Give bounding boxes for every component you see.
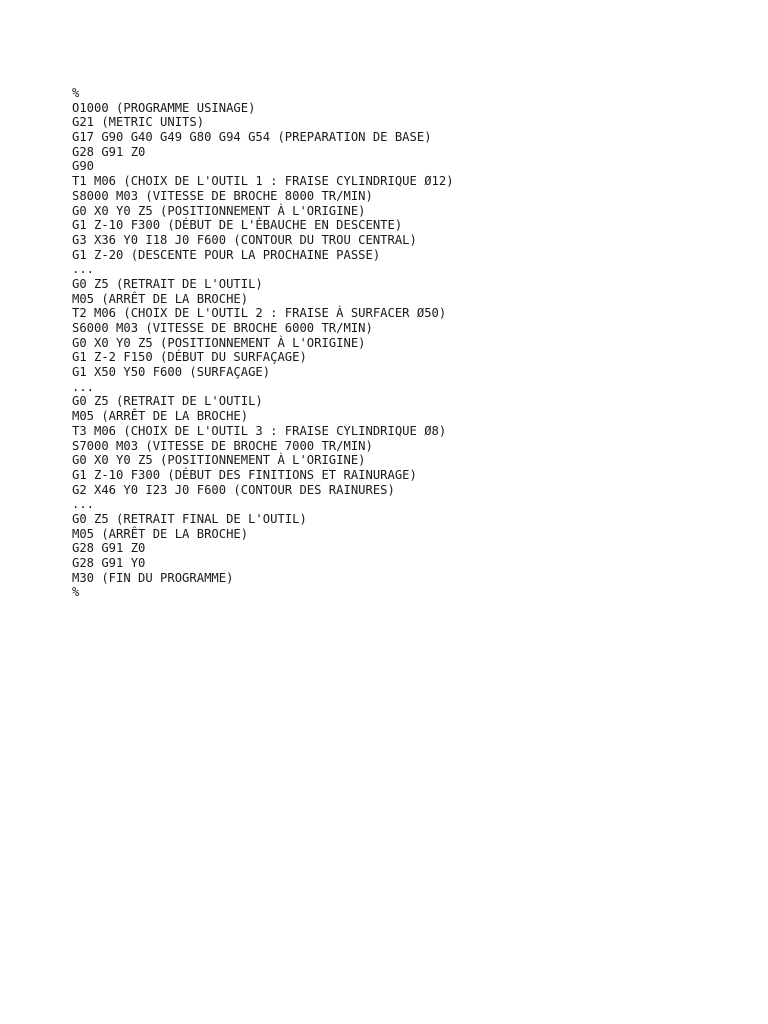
gcode-line-spindle-speed-3: S7000 M03 (VITESSE DE BROCHE 7000 TR/MIN) xyxy=(72,438,373,453)
gcode-line-origin-position-1: G0 X0 Y0 Z5 (POSITIONNEMENT À L'ORIGINE) xyxy=(72,203,366,218)
gcode-line-spindle-speed-1: S8000 M03 (VITESSE DE BROCHE 8000 TR/MIN) xyxy=(72,188,373,203)
gcode-line-ellipsis-3: ... xyxy=(72,497,95,512)
gcode-line-tool-retract-1: G0 Z5 (RETRAIT DE L'OUTIL) xyxy=(72,276,263,291)
gcode-line-facing-start: G1 Z-2 F150 (DÉBUT DU SURFAÇAGE) xyxy=(72,350,307,365)
gcode-line-tool-2-change: T2 M06 (CHOIX DE L'OUTIL 2 : FRAISE À SURFACER Ø50) xyxy=(72,306,447,321)
gcode-line-tool-retract-2: G0 Z5 (RETRAIT DE L'OUTIL) xyxy=(72,394,263,409)
gcode-line-ellipsis-2: ... xyxy=(72,379,95,394)
gcode-line-next-pass-descent: G1 Z-20 (DESCENTE POUR LA PROCHAINE PASSE) xyxy=(72,247,381,262)
gcode-line-facing-move: G1 X50 Y50 F600 (SURFAÇAGE) xyxy=(72,365,271,380)
gcode-line-home-z-final: G28 G91 Z0 xyxy=(72,541,146,556)
gcode-line-final-tool-retract: G0 Z5 (RETRAIT FINAL DE L'OUTIL) xyxy=(72,511,307,526)
gcode-line-absolute-mode: G90 xyxy=(72,159,95,174)
gcode-line-home-y-final: G28 G91 Y0 xyxy=(72,556,146,570)
gcode-line-spindle-stop-1: M05 (ARRÊT DE LA BROCHE) xyxy=(72,291,249,306)
gcode-line-program-number: O1000 (PROGRAMME USINAGE) xyxy=(72,100,256,115)
gcode-line-spindle-stop-2: M05 (ARRÊT DE LA BROCHE) xyxy=(72,409,249,424)
gcode-line-program-end: M30 (FIN DU PROGRAMME) xyxy=(72,570,234,585)
gcode-line-tool-1-change: T1 M06 (CHOIX DE L'OUTIL 1 : FRAISE CYLINDRIQUE Ø12) xyxy=(72,174,454,189)
gcode-line-groove-contour: G2 X46 Y0 I23 J0 F600 (CONTOUR DES RAINURES) xyxy=(72,482,395,497)
gcode-line-tool-3-change: T3 M06 (CHOIX DE L'OUTIL 3 : FRAISE CYLINDRIQUE Ø8) xyxy=(72,423,447,438)
gcode-line-program-end-marker: % xyxy=(72,585,80,600)
gcode-line-units: G21 (METRIC UNITS) xyxy=(72,115,205,130)
gcode-line-spindle-speed-2: S6000 M03 (VITESSE DE BROCHE 6000 TR/MIN) xyxy=(72,321,373,335)
gcode-line-home-z: G28 G91 Z0 xyxy=(72,144,146,159)
gcode-line-spindle-stop-3: M05 (ARRÊT DE LA BROCHE) xyxy=(72,526,249,541)
gcode-line-program-start-marker: % xyxy=(72,86,80,100)
gcode-line-central-hole-contour: G3 X36 Y0 I18 J0 F600 (CONTOUR DU TROU CENTRAL) xyxy=(72,232,417,247)
gcode-line-base-preparation: G17 G90 G40 G49 G80 G94 G54 (PREPARATION DE BASE) xyxy=(72,130,432,145)
gcode-line-ellipsis-1: ... xyxy=(72,262,95,277)
gcode-program xyxy=(72,86,454,600)
gcode-line-finishing-start: G1 Z-10 F300 (DÉBUT DES FINITIONS ET RAINURAGE) xyxy=(72,467,417,482)
gcode-line-origin-position-3: G0 X0 Y0 Z5 (POSITIONNEMENT À L'ORIGINE) xyxy=(72,453,366,468)
gcode-line-origin-position-2: G0 X0 Y0 Z5 (POSITIONNEMENT À L'ORIGINE) xyxy=(72,335,366,350)
gcode-line-roughing-start: G1 Z-10 F300 (DÉBUT DE L'ÉBAUCHE EN DESCENTE) xyxy=(72,218,403,233)
